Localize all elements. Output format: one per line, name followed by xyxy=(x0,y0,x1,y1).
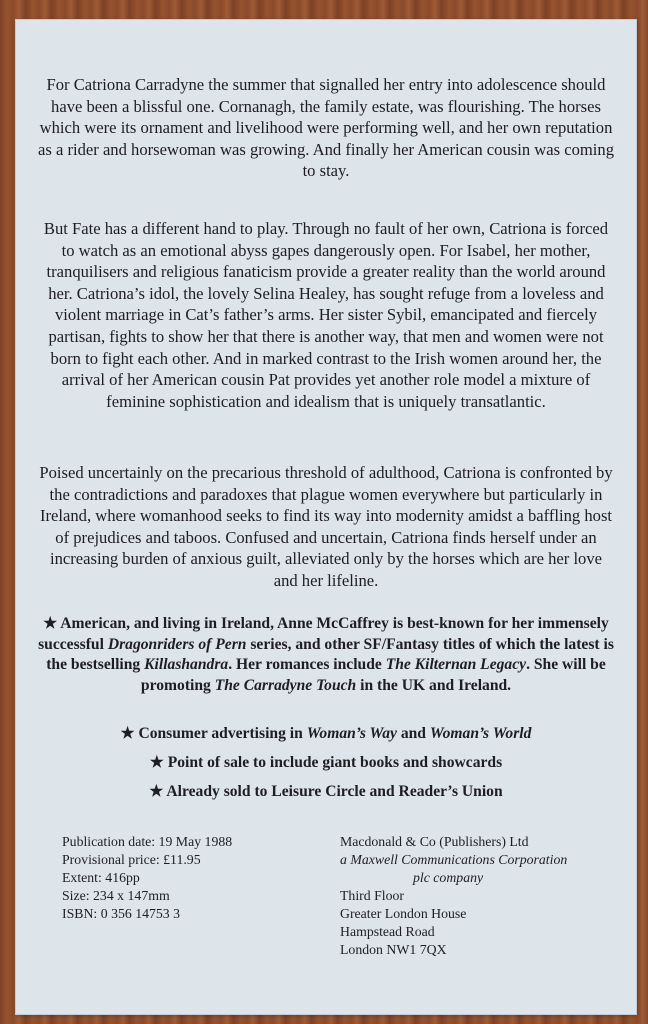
size: Size: 234 x 147mm xyxy=(62,888,170,903)
extent: Extent: 416pp xyxy=(62,870,140,885)
publication-date: Publication date: 19 May 1988 xyxy=(62,834,233,849)
book-back-cover xyxy=(16,20,636,1014)
point-text: in the UK and Ireland. xyxy=(356,676,512,694)
point-text: Already sold to Leisure Circle and Reader’s Union xyxy=(166,783,503,800)
publisher-name: Macdonald & Co (Publishers) Ltd xyxy=(340,834,529,849)
magazine-title: Woman’s World xyxy=(429,725,532,742)
point-text: Point of sale to include giant books and showcards xyxy=(167,754,503,771)
star-icon: ★ xyxy=(43,615,58,632)
point-text: American, and living in Ireland, Anne McCaffrey is best-known for her immensely successful xyxy=(38,615,609,653)
star-icon: ★ xyxy=(120,725,135,742)
advertising-point xyxy=(38,724,614,745)
publisher-corporation: a Maxwell Communications Corporation xyxy=(340,852,568,867)
star-icon: ★ xyxy=(149,754,164,771)
publication-details xyxy=(62,833,312,923)
point-text: and xyxy=(396,725,430,742)
point-of-sale-point xyxy=(38,753,614,774)
blurb-paragraph-2: But Fate has a different hand to play. Through no fault of her own, Catriona is forced to watch as an emotional abyss gapes dangerously open. For Isabel, her mother, tranquilisers and religious fanaticism provide a greater reality than the world around her. Catriona’s idol, the lovely Selina Healey, has sought refuge from a loveless and violent marriage in Cat’s father’s arms. Her sister Sybil, emancipated and fiercely partisan, fights to show her that there is another way, that men and women were not born to fight each other. And in marked contrast to the Irish women around her, the arrival of her American cousin Pat provides yet another role model a mixture of feminine sophistication and idealism that is uniquely transatlantic. xyxy=(43,219,609,411)
point-text: . She will be promoting xyxy=(140,656,606,694)
book-title: Killashandra xyxy=(144,656,229,674)
blurb-paragraph-3: Poised uncertainly on the precarious threshold of adulthood, Catriona is confronted by the contradictions and paradoxes that plague women everywhere but particularly in Ireland, where womanhood seeks to find its way into modernity amidst a baffling host of prejudices and taboos. Confused and uncertain, Catriona finds herself under an increasing burden of anxious guilt, alleviated only by the horses which are her love and her lifeline. xyxy=(39,463,613,590)
address-road: Hampstead Road xyxy=(340,924,435,939)
point-text: . Her romances include xyxy=(228,656,386,674)
point-text: Consumer advertising in xyxy=(138,725,307,742)
book-title: The Carradyne Touch xyxy=(214,676,357,694)
address-building: Greater London House xyxy=(340,906,467,921)
book-title: The Kilternan Legacy xyxy=(385,656,527,674)
publisher-corporation-suffix: plc company xyxy=(413,870,484,885)
address-floor: Third Floor xyxy=(340,888,404,903)
star-icon: ★ xyxy=(149,783,164,800)
magazine-title: Woman’s Way xyxy=(306,725,397,742)
author-point xyxy=(38,614,614,696)
provisional-price: Provisional price: £11.95 xyxy=(62,852,201,867)
book-title: Dragonriders of Pern xyxy=(107,635,247,653)
address-city: London NW1 7QX xyxy=(340,942,447,957)
isbn: ISBN: 0 356 14753 3 xyxy=(62,906,181,921)
sold-point xyxy=(38,782,614,803)
point-text: series, and other SF/Fantasy titles of which the latest is the bestselling xyxy=(46,635,614,674)
publisher-address xyxy=(340,833,630,959)
blurb-paragraph-1: For Catriona Carradyne the summer that signalled her entry into adolescence should have been a blissful one. Cornanagh, the family estate, was flourishing. The horses which were its ornament and livelihood were performing well, and her own reputation as a rider and horsewoman was growing. And finally her American cousin was coming to stay. xyxy=(37,75,615,181)
